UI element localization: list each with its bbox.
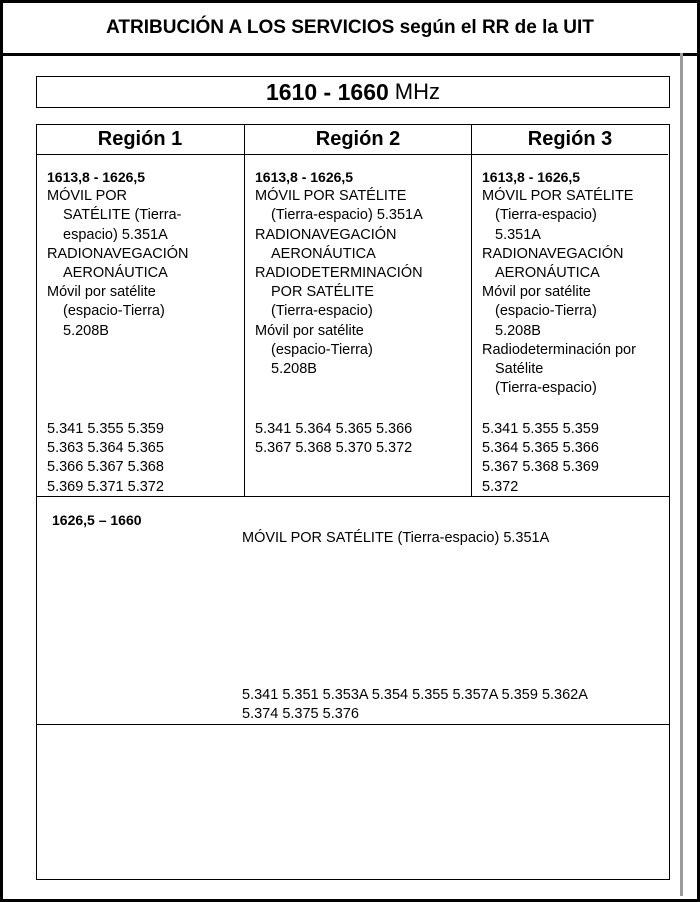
region-2-footnotes	[255, 420, 412, 458]
r1-line: RADIONAVEGACIÓN	[47, 245, 189, 262]
r1-line: (espacio-Tierra)	[63, 303, 165, 320]
region-2-cell	[255, 168, 423, 379]
region-3-freq: 1613,8 - 1626,5	[482, 169, 581, 185]
band-header	[36, 76, 670, 108]
footnote-line: 5.364 5.365 5.366	[482, 440, 599, 457]
band-range: 1610 - 1660	[266, 78, 389, 105]
footnote-line: 5.369 5.371 5.372	[47, 478, 164, 495]
r1-line: espacio) 5.351A	[63, 226, 168, 243]
footnote-line: 5.367 5.368 5.370 5.372	[255, 440, 413, 457]
r3-line: (Tierra-espacio)	[495, 380, 597, 397]
r1-line: MÓVIL POR	[47, 188, 128, 205]
region-2-freq: 1613,8 - 1626,5	[255, 169, 354, 185]
r2-line: POR SATÉLITE	[271, 284, 374, 301]
r2-line: RADIONAVEGACIÓN	[255, 226, 397, 243]
r2-line: (Tierra-espacio) 5.351A	[271, 207, 423, 224]
region-1-cell	[47, 168, 189, 341]
r3-line: Móvil por satélite	[482, 284, 591, 301]
lower-band-freq: 1626,5 – 1660	[52, 512, 142, 528]
r3-line: Satélite	[495, 361, 544, 378]
region-3-header: Región 3	[472, 124, 668, 155]
r2-line: AERONÁUTICA	[271, 245, 376, 262]
r2-line: 5.208B	[271, 361, 317, 378]
footnote-line: 5.341 5.355 5.359	[482, 421, 599, 437]
r3-line: RADIONAVEGACIÓN	[482, 245, 624, 262]
footnote-line: 5.341 5.351 5.353A 5.354 5.355 5.357A 5.359 5.362A	[242, 687, 588, 703]
r2-line: RADIODETERMINACIÓN	[255, 265, 423, 282]
r3-line: (espacio-Tierra)	[495, 303, 597, 320]
region-2-header: Región 2	[245, 124, 471, 155]
r1-line: 5.208B	[63, 322, 109, 339]
r3-line: MÓVIL POR SATÉLITE	[482, 188, 634, 205]
column-divider	[471, 124, 472, 496]
r3-line: 5.208B	[495, 322, 541, 339]
r2-line: MÓVIL POR SATÉLITE	[255, 188, 407, 205]
r2-line: (Tierra-espacio)	[271, 303, 373, 320]
scroll-edge	[680, 53, 683, 896]
r1-line: AERONÁUTICA	[63, 265, 168, 282]
region-1-footnotes	[47, 420, 164, 497]
r2-line: Móvil por satélite	[255, 322, 364, 339]
footnote-line: 5.367 5.368 5.369	[482, 459, 599, 476]
lower-band-footnotes	[242, 686, 588, 724]
footnote-line: 5.363 5.364 5.365	[47, 440, 164, 457]
footnote-line: 5.366 5.367 5.368	[47, 459, 164, 476]
r3-line: 5.351A	[495, 226, 541, 243]
column-divider	[244, 124, 245, 496]
footnote-line: 5.341 5.364 5.365 5.366	[255, 421, 413, 437]
r3-line: (Tierra-espacio)	[495, 207, 597, 224]
r3-line: AERONÁUTICA	[495, 265, 600, 282]
footnote-line: 5.372	[482, 478, 519, 495]
region-3-cell	[482, 168, 636, 398]
r1-line: SATÉLITE (Tierra-	[63, 207, 182, 224]
band-unit: MHz	[394, 79, 440, 104]
region-1-freq: 1613,8 - 1626,5	[47, 169, 146, 185]
r3-line: Radiodeterminación por	[482, 341, 636, 358]
region-3-footnotes	[482, 420, 599, 497]
page-title: ATRIBUCIÓN A LOS SERVICIOS según el RR de la UIT	[3, 3, 697, 56]
footnote-line: 5.341 5.355 5.359	[47, 421, 164, 437]
lower-band-allocation: MÓVIL POR SATÉLITE (Tierra-espacio) 5.351A	[242, 530, 550, 546]
r2-line: (espacio-Tierra)	[271, 341, 373, 358]
r1-line: Móvil por satélite	[47, 284, 156, 301]
region-1-header: Región 1	[36, 124, 244, 155]
footnote-line: 5.374 5.375 5.376	[242, 706, 359, 723]
